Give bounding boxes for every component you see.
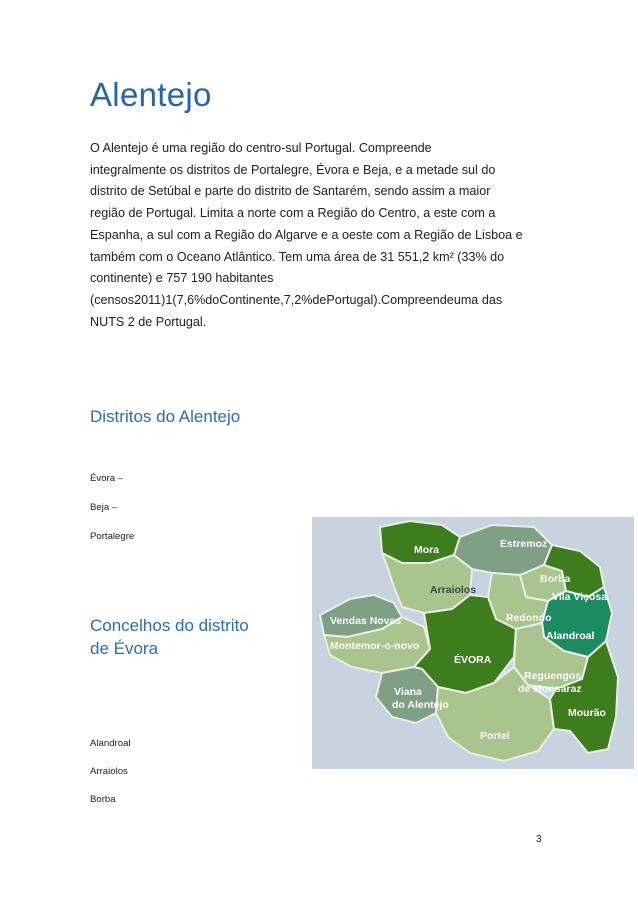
district-item-portalegre: Portalegre (90, 531, 135, 542)
evora-district-map (312, 517, 634, 769)
districts-heading: Distritos do Alentejo (90, 407, 241, 426)
map-label-reguengos-line2: de Monsaraz (518, 683, 582, 695)
intro-paragraph (90, 138, 538, 333)
concelhos-heading-line: Concelhos do distrito (90, 616, 249, 635)
intro-line: continente) e 757 190 habitantes (90, 271, 274, 286)
intro-line: NUTS 2 de Portugal. (90, 314, 207, 329)
map-label-mourao: Mourão (568, 707, 606, 719)
page-title: Alentejo (90, 76, 212, 113)
concelho-item-borba: Borba (90, 794, 116, 805)
map-label-vendas-novas: Vendas Novas (330, 615, 402, 627)
district-item-evora: Évora – (90, 473, 124, 484)
concelhos-heading (90, 614, 310, 660)
intro-line: integralmente os distritos de Portalegre, Évora e Beja, e a metade sul do (90, 162, 496, 177)
map-label-reguengos-line1: Reguengos (524, 670, 582, 682)
map-svg (312, 517, 634, 769)
map-label-arraiolos: Arraiolos (430, 584, 477, 596)
intro-line: também com o Oceano Atlântico. Tem uma área de 31 551,2 km² (33% do (90, 249, 505, 264)
intro-line: Espanha, a sul com a Região do Algarve e a oeste com a Região de Lisboa e (90, 227, 523, 242)
concelho-item-arraiolos: Arraiolos (90, 766, 128, 777)
map-label-portel: Portel (480, 730, 510, 742)
map-label-viana-line2: do Alentejo (392, 699, 449, 711)
map-label-borba: Borba (540, 573, 571, 585)
map-label-evora: ÉVORA (454, 654, 492, 666)
map-label-mora: Mora (414, 544, 440, 556)
page-number: 3 (536, 834, 542, 845)
concelho-item-alandroal: Alandroal (90, 738, 131, 749)
map-label-vila-vicosa: Vila Viçosa (552, 591, 608, 603)
map-label-alandroal: Alandroal (546, 630, 595, 642)
map-label-redondo: Redondo (506, 612, 552, 624)
intro-line: distrito de Setúbal e parte do distrito de Santarém, sendo assim a maior (90, 184, 491, 199)
intro-line: região de Portugal. Limita a norte com a Região do Centro, a este com a (90, 206, 496, 221)
map-label-estremoz: Estremoz (500, 538, 548, 550)
intro-line: O Alentejo é uma região do centro-sul Portugal. Compreende (90, 141, 432, 155)
intro-line: (censos2011)1(7,6%doContinente,7,2%dePortugal).Compreendeuma das (90, 292, 503, 307)
map-label-montemor: Montemor-o-novo (330, 640, 420, 652)
concelhos-heading-line: de Évora (90, 639, 159, 658)
district-item-beja: Beja – (90, 502, 118, 513)
map-label-viana-line1: Viana (394, 686, 422, 698)
